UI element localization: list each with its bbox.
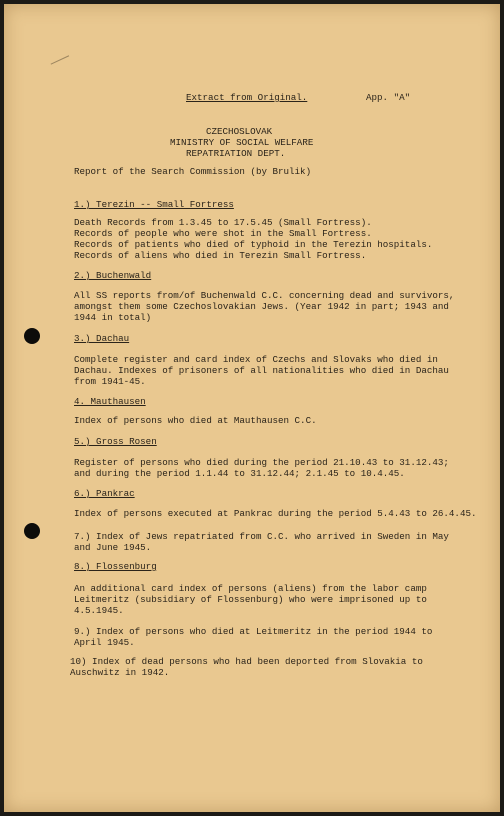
section-8-line-2: Leitmeritz (subsidiary of Flossenburg) who were imprisoned up to: [74, 594, 427, 605]
section-1-line-3: Records of patients who died of typhoid in the Terezin hospitals.: [74, 239, 433, 250]
section-9-line-2: April 1945.: [74, 637, 135, 648]
section-1-line-4: Records of aliens who died in Terezin Small Fortress.: [74, 250, 367, 261]
section-1-heading: 1.) Terezin -- Small Fortress: [74, 199, 234, 210]
section-2-heading: 2.) Buchenwald: [74, 270, 152, 281]
org-line-1: CZECHOSLOVAK: [206, 126, 273, 137]
section-6-line-1: Index of persons executed at Pankrac during the period 5.4.43 to 26.4.45.: [74, 508, 477, 519]
section-8-heading: 8.) Flossenburg: [74, 561, 157, 572]
section-10-line-2: Auschwitz in 1942.: [70, 667, 170, 678]
section-1-line-2: Records of people who were shot in the Small Fortress.: [74, 228, 372, 239]
section-3-line-3: from 1941-45.: [74, 376, 146, 387]
section-3-line-2: Dachau. Indexes of prisoners of all nationalities who died in Dachau: [74, 365, 449, 376]
section-5-line-2: and during the period 1.1.44 to 31.12.44; 2.1.45 to 10.4.45.: [74, 468, 405, 479]
report-title: Report of the Search Commission (by Brulik): [74, 166, 312, 177]
pencil-mark: [51, 55, 74, 73]
section-2-line-3: 1944 in total): [74, 312, 152, 323]
org-line-2: MINISTRY OF SOCIAL WELFARE: [170, 137, 314, 148]
document-page: [4, 4, 500, 812]
section-2-line-2: amongst them some Czechoslovakian Jews. (Year 1942 in part; 1943 and: [74, 301, 449, 312]
section-8-line-1: An additional card index of persons (aliens) from the labor camp: [74, 583, 427, 594]
section-6-heading: 6.) Pankrac: [74, 488, 135, 499]
section-9-line-1: 9.) Index of persons who died at Leitmeritz in the period 1944 to: [74, 626, 433, 637]
section-1-line-1: Death Records from 1.3.45 to 17.5.45 (Small Fortress).: [74, 217, 372, 228]
section-7-line-1: 7.) Index of Jews repatriated from C.C. who arrived in Sweden in May: [74, 531, 449, 542]
section-5-heading: 5.) Gross Rosen: [74, 436, 157, 447]
section-10-line-1: 10) Index of dead persons who had been deported from Slovakia to: [70, 656, 423, 667]
section-5-line-1: Register of persons who died during the period 21.10.43 to 31.12.43;: [74, 457, 449, 468]
section-2-line-1: All SS reports from/of Buchenwald C.C. concerning dead and survivors,: [74, 290, 455, 301]
section-3-heading: 3.) Dachau: [74, 333, 130, 344]
appendix-label: App. "A": [366, 92, 411, 103]
section-3-line-1: Complete register and card index of Czechs and Slovaks who died in: [74, 354, 438, 365]
section-7-line-2: and June 1945.: [74, 542, 152, 553]
org-line-3: REPATRIATION DEPT.: [186, 148, 286, 159]
punch-hole-top: [24, 328, 40, 344]
extract-label: Extract from Original.: [186, 92, 308, 103]
punch-hole-bottom: [24, 523, 40, 539]
section-4-heading: 4. Mauthausen: [74, 396, 146, 407]
section-8-line-3: 4.5.1945.: [74, 605, 124, 616]
section-4-line-1: Index of persons who died at Mauthausen C.C.: [74, 415, 317, 426]
